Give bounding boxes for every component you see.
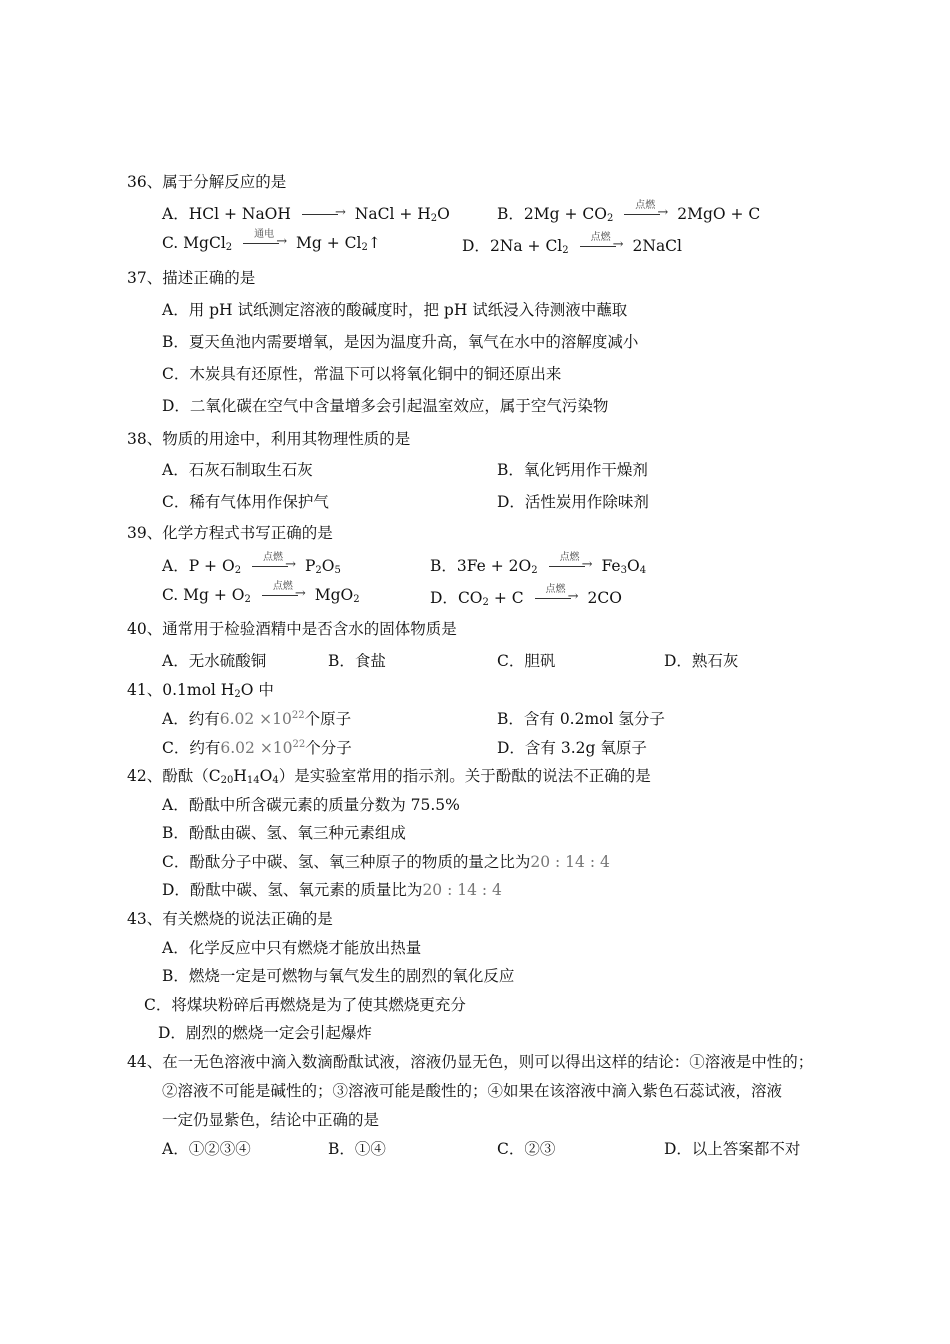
question-39-row-2	[162, 581, 862, 608]
option-37b: B．夏天鱼池内需要增氧，是因为温度升高，氧气在水中的溶解度减小	[162, 333, 639, 351]
reaction-arrow: 点燃 →	[533, 592, 579, 606]
question-36-stem: 36、属于分解反应的是	[127, 173, 287, 191]
option-41b: B．含有 0.2mol 氢分子	[497, 710, 665, 728]
question-37-stem: 37、描述正确的是	[127, 269, 256, 287]
ratio-text: 20 : 14 : 4	[530, 853, 610, 871]
option-39a: A．$P + O_2$ 点燃 → $P_2O_5$	[162, 552, 341, 576]
option-36b: B．$2Mg + CO_2$ 点燃 → 2MgO + C	[497, 200, 761, 224]
reaction-arrow: 点燃 →	[250, 560, 296, 574]
option-42a: A．酚酞中所含碳元素的质量分数为 75.5%	[162, 796, 460, 814]
question-36-row-1	[162, 202, 862, 224]
option-44a: A．①②③④	[162, 1140, 251, 1158]
option-38b: B．氧化钙用作干燥剂	[497, 461, 648, 479]
reaction-arrow: 通电 →	[241, 237, 287, 251]
reaction-arrow: 点燃 →	[578, 240, 624, 254]
reaction-arrow: 点燃 →	[622, 208, 668, 222]
ratio-text: 20 : 14 : 4	[422, 881, 502, 899]
question-41-row-2	[162, 736, 862, 758]
option-44b: B．①④	[328, 1140, 386, 1158]
reaction-arrow: →	[300, 208, 346, 222]
question-38-stem: 38、物质的用途中，利用其物理性质的是	[127, 430, 411, 448]
option-42c: C．酚酞分子中碳、氢、氧三种原子的物质的量之比为20 : 14 : 4	[162, 853, 610, 871]
option-37a: A．用 pH 试纸测定溶液的酸碱度时，把 pH 试纸浸入待测液中蘸取	[162, 301, 628, 319]
option-43b: B．燃烧一定是可燃物与氧气发生的剧烈的氧化反应	[162, 967, 515, 985]
option-37d: D．二氧化碳在空气中含量增多会引起温室效应，属于空气污染物	[162, 397, 609, 415]
question-38-row-2	[162, 490, 862, 512]
option-41c: C．约有$6.02 \times 10^{22}$个分子	[162, 739, 352, 757]
question-40-stem: 40、通常用于检验酒精中是否含水的固体物质是	[127, 620, 457, 638]
option-42d: D．酚酞中碳、氢、氧元素的质量比为20 : 14 : 4	[162, 881, 502, 899]
question-44-stem-line-1: 44、在一无色溶液中滴入数滴酚酞试液，溶液仍显无色，则可以得出这样的结论：①溶液是中性的；	[127, 1053, 814, 1071]
option-40a: A．无水硫酸铜	[162, 652, 267, 670]
option-38d: D．活性炭用作除味剂	[497, 493, 649, 511]
option-39b: B．$3Fe + 2O_2$ 点燃 → $Fe_3O_4$	[430, 552, 647, 576]
option-43c: C．将煤块粉碎后再燃烧是为了使其燃烧更充分	[144, 996, 466, 1014]
option-44d: D．以上答案都不对	[664, 1140, 801, 1158]
option-40c: C．胆矾	[497, 652, 556, 670]
option-43d: D．剧烈的燃烧一定会引起爆炸	[158, 1024, 372, 1042]
option-38c: C．稀有气体用作保护气	[162, 493, 329, 511]
question-43-stem: 43、有关燃烧的说法正确的是	[127, 910, 333, 928]
reaction-arrow: 点燃 →	[260, 589, 306, 603]
question-42-stem: 42、酚酞$(C_{20}H_{14}O_4)$是实验室常用的指示剂。关于酚酞的说法不正确的是	[127, 767, 651, 786]
reaction-arrow: 点燃 →	[547, 560, 593, 574]
option-40d: D．熟石灰	[664, 652, 739, 670]
question-38-row-1	[162, 458, 862, 480]
option-37c: C．木炭具有还原性，常温下可以将氧化铜中的铜还原出来	[162, 365, 562, 383]
question-44-stem-line-3: 一定仍显紫色，结论中正确的是	[162, 1111, 380, 1129]
option-43a: A．化学反应中只有燃烧才能放出热量	[162, 939, 422, 957]
option-39c: C. $Mg + O_2$ 点燃 → MgO$_2$	[162, 581, 360, 605]
option-41a: A．约有$6.02 \times 10^{22}$个原子	[162, 710, 352, 728]
question-41-stem: 41、0.1mol $H_2O$ 中	[127, 681, 274, 700]
option-36c: C. MgCl$_2$ 通电 → $Mg + Cl_2↑$	[162, 229, 381, 253]
question-40-row	[162, 649, 862, 671]
option-44c: C．②③	[497, 1140, 556, 1158]
question-44-row	[162, 1137, 862, 1159]
option-41d: D．含有 3.2g 氧原子	[497, 739, 647, 757]
option-38a: A．石灰石制取生石灰	[162, 461, 313, 479]
question-39-stem: 39、化学方程式书写正确的是	[127, 524, 333, 542]
option-36d: D．$2Na + Cl_2$ 点燃 → 2NaCl	[462, 232, 682, 256]
question-41-row-1	[162, 707, 862, 729]
option-39d: D．$CO_2 + C$ 点燃 → 2CO	[430, 584, 622, 608]
option-36a: A．HCl + NaOH → NaCl + $H_2O$	[162, 205, 450, 224]
question-36-row-2	[162, 229, 862, 256]
option-42b: B．酚酞由碳、氢、氧三种元素组成	[162, 824, 406, 842]
question-44-stem-line-2: ②溶液不可能是碱性的；③溶液可能是酸性的；④如果在该溶液中滴入紫色石蕊试液，溶液	[162, 1082, 783, 1100]
option-40b: B．食盐	[328, 652, 386, 670]
question-39-row-1	[162, 554, 862, 576]
